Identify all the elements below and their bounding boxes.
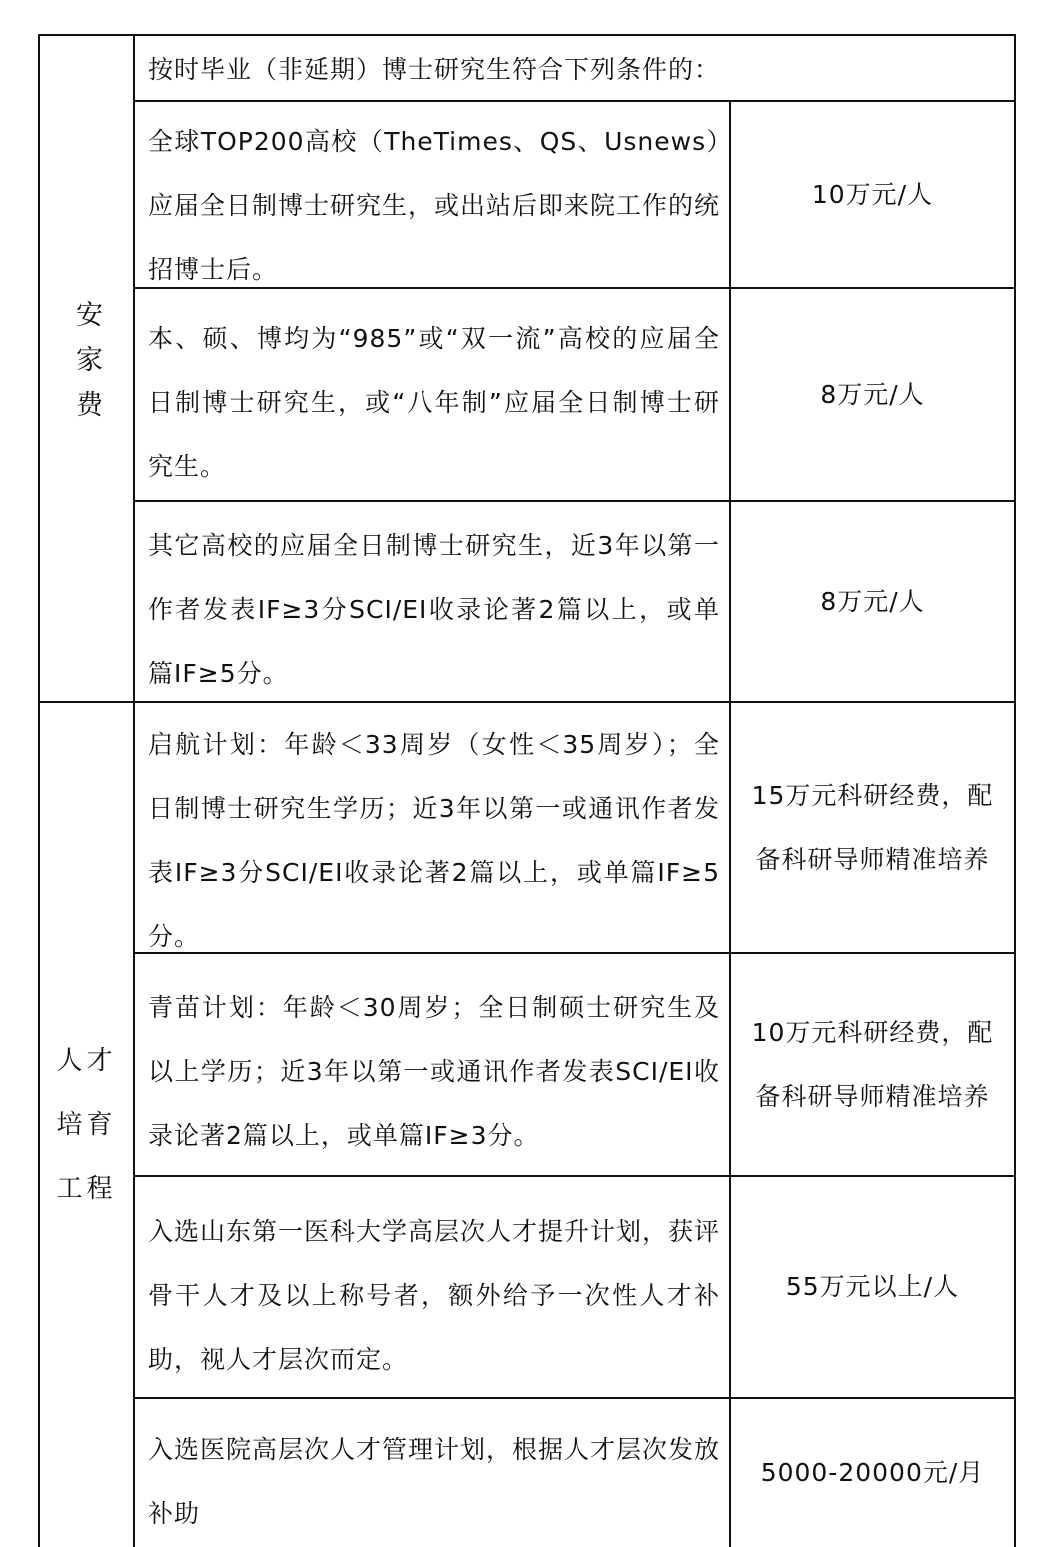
amount-cell — [731, 954, 1014, 1175]
amount-cell — [731, 289, 1014, 500]
condition-cell: 青苗计划：年龄＜30周岁；全日制硕士研究生及以上学历；近3年以第一或通讯作者发表SCI/EI收录论著2篇以上，或单篇IF≥3分。 — [148, 993, 720, 1150]
condition-cell: 入选山东第一医科大学高层次人才提升计划，获评骨干人才及以上称号者，额外给予一次性人才补助，视人才层次而定。 — [148, 1217, 720, 1374]
amount-value: 8万元/人 — [820, 379, 925, 409]
condition-cell: 全球TOP200高校（TheTimes、QS、Usnews）应届全日制博士研究生，或出站后即来院工作的统招博士后。 — [148, 127, 720, 284]
condition-cell: 入选医院高层次人才管理计划，根据人才层次发放补助 — [148, 1435, 720, 1528]
amount-value: 55万元以上/人 — [785, 1272, 960, 1301]
table-border-right — [1014, 34, 1016, 1547]
condition-cell: 本、硕、博均为“985”或“双一流”高校的应届全日制博士研究生，或“八年制”应届全日制博士研究生。 — [148, 324, 720, 481]
amount-cell — [731, 1399, 1014, 1547]
amount-cell — [731, 102, 1014, 287]
amount-value: 10万元科研经费，配备科研导师精准培养 — [751, 1017, 994, 1111]
amount-value: 8万元/人 — [820, 586, 925, 616]
category-label-line: 工程 — [56, 1174, 117, 1204]
section-header: 按时毕业（非延期）博士研究生符合下列条件的： — [148, 55, 721, 84]
table-border-top — [38, 34, 1016, 36]
category-label: 安家费 — [71, 300, 102, 435]
amount-cell — [731, 1177, 1014, 1397]
column-divider — [133, 34, 135, 1547]
amount-cell — [731, 502, 1014, 701]
amount-value: 10万元/人 — [811, 179, 934, 209]
policy-table — [38, 34, 1016, 1547]
category-label-line: 人才 — [56, 1046, 117, 1076]
amount-value: 5000-20000元/月 — [760, 1458, 985, 1487]
category-cell — [40, 34, 133, 701]
amount-cell — [731, 703, 1014, 952]
category-label-line: 培育 — [56, 1110, 117, 1140]
category-cell — [40, 703, 133, 1547]
condition-cell: 其它高校的应届全日制博士研究生，近3年以第一作者发表IF≥3分SCI/EI收录论著2篇以上，或单篇IF≥5分。 — [148, 531, 720, 688]
amount-value: 15万元科研经费，配备科研导师精准培养 — [751, 780, 994, 874]
condition-cell: 启航计划：年龄＜33周岁（女性＜35周岁）；全日制博士研究生学历；近3年以第一或通讯作者发表IF≥3分SCI/EI收录论著2篇以上，或单篇IF≥5分。 — [148, 730, 720, 951]
